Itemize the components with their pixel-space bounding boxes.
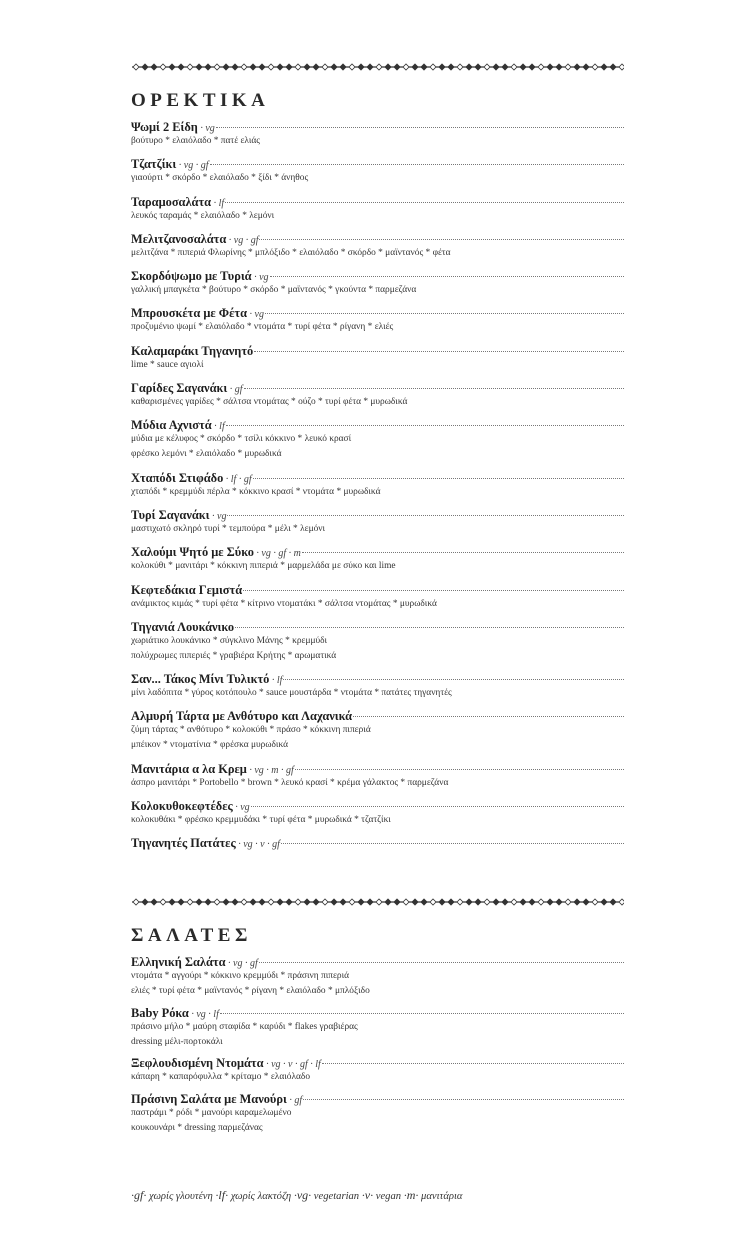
menu-item xyxy=(131,306,624,335)
legend-label: χωρίς γλουτένη xyxy=(149,1191,213,1202)
dish-name: Χαλούμι Ψητό με Σύκο xyxy=(131,545,254,560)
dish-description: πολύχρωμες πιπεριές * γραβιέρα Κρήτης * αρωματικά xyxy=(131,650,337,661)
diet-tags: · vg · lf xyxy=(188,1008,219,1020)
legend-code: ·v· xyxy=(361,1188,374,1202)
dish-description: κάπαρη * καπαρόφυλλα * κρίταμο * ελαιόλαδο xyxy=(131,1072,311,1082)
legend-label: χωρίς λακτόζη xyxy=(230,1191,292,1202)
menu-item-header xyxy=(131,306,624,320)
dotted-leader xyxy=(251,806,624,807)
diet-tags: · vg xyxy=(232,802,250,814)
dish-name: Μύδια Αχνιστά xyxy=(131,418,212,433)
dish-description: βούτυρο * ελαιόλαδο * πατέ ελιάς xyxy=(131,136,260,146)
menu-item xyxy=(131,381,624,410)
menu-item-header xyxy=(131,508,624,522)
menu-item xyxy=(131,836,624,850)
menu-item-header xyxy=(131,672,624,686)
legend-label: vegetarian xyxy=(313,1191,360,1202)
dotted-leader xyxy=(220,1013,624,1014)
dish-description: γαλλική μπαγκέτα * βούτυρο * σκόρδο * μαϊντανός * γκούντα * παρμεζάνα xyxy=(131,285,417,296)
dish-description: κολοκυθάκι * φρέσκο κρεμμυδάκι * τυρί φέτα * μυρωδικά * τζατζίκι xyxy=(131,815,391,826)
dotted-leader xyxy=(265,313,624,314)
dish-name: Τζατζίκι xyxy=(131,157,177,172)
menu-item xyxy=(131,1056,624,1085)
dish-name: Τηγανιά Λουκάνικο xyxy=(131,619,235,634)
dotted-leader xyxy=(259,962,624,963)
diet-tags: · vg · v · gf xyxy=(235,839,280,851)
menu-item-header xyxy=(131,381,624,395)
menu-item-header xyxy=(131,955,624,969)
dietary-legend xyxy=(131,1188,463,1203)
dish-description: φρέσκο λεμόνι * ελαιόλαδο * μυρωδικά xyxy=(131,449,282,460)
dish-description: χταπόδι * κρεμμύδι πέρλα * κόκκινο κρασί * ντομάτα * μυρωδικά xyxy=(131,486,381,497)
dotted-leader xyxy=(259,239,624,240)
menu-item-header xyxy=(131,762,624,776)
menu-item xyxy=(131,709,624,753)
diet-tags: · lf xyxy=(211,197,225,209)
diet-tags: · vg · gf xyxy=(225,958,258,969)
dish-description: ζύμη τάρτας * ανθότυρο * κολοκύθι * πράσο * κόκκινη πιπεριά xyxy=(131,725,371,736)
menu-item xyxy=(131,232,624,261)
diet-tags: · vg xyxy=(247,309,264,321)
diet-tags: · lf xyxy=(269,675,283,687)
dish-name: Κεφτεδάκια Γεμιστά xyxy=(131,582,243,597)
menu-item xyxy=(131,157,624,186)
menu-item-header xyxy=(131,1092,624,1106)
dish-name: Τυρί Σαγανάκι xyxy=(131,507,210,522)
menu-item xyxy=(131,195,624,224)
menu-item-header xyxy=(131,344,624,358)
menu-item-header xyxy=(131,545,624,559)
dish-description: άσπρο μανιτάρι * Portobello * brown * λευκό κρασί * κρέμα γάλακτος * παρμεζάνα xyxy=(131,777,449,788)
menu-item xyxy=(131,545,624,574)
dotted-leader xyxy=(281,843,624,844)
menu-item-header xyxy=(131,836,624,850)
menu-list xyxy=(131,955,624,1142)
dish-name: Μανιτάρια α λα Κρεμ xyxy=(131,761,247,776)
diet-tags: · vg · gf · m xyxy=(253,548,301,560)
menu-item xyxy=(131,1006,624,1050)
dish-description: ελιές * τυρί φέτα * μαϊντανός * ρίγανη * ελαιόλαδο * μπλόξιδο xyxy=(131,986,370,996)
menu-item xyxy=(131,620,624,664)
section-title: ΟΡΕΚΤΙΚΑ xyxy=(131,90,270,111)
dish-name: Σαν... Τάκος Μίνι Τυλικτό xyxy=(131,672,270,687)
dish-name: Μελιτζανοσαλάτα xyxy=(131,231,227,246)
dotted-leader xyxy=(295,769,624,770)
menu-item-header xyxy=(131,1006,624,1020)
diet-tags: · vg xyxy=(197,123,215,134)
menu-item-header xyxy=(131,1056,624,1070)
menu-item xyxy=(131,1092,624,1136)
menu-item-header xyxy=(131,471,624,485)
menu-item-header xyxy=(131,120,624,134)
legend-label: μανιτάρια xyxy=(421,1191,463,1202)
diet-tags: · vg · gf xyxy=(176,160,209,172)
menu-item xyxy=(131,269,624,298)
diet-tags: · gf xyxy=(227,384,243,396)
legend-code: ·gf· xyxy=(131,1188,147,1202)
dish-description: πράσινο μήλο * μαύρη σταφίδα * καρύδι * flakes γραβιέρας xyxy=(131,1021,358,1032)
dish-name: Τηγανητές Πατάτες xyxy=(131,836,236,851)
dish-description: κουκουνάρι * dressing παρμεζάνας xyxy=(131,1122,263,1133)
dish-description: λευκός ταραμάς * ελαιόλαδο * λεμόνι xyxy=(131,210,275,221)
dotted-leader xyxy=(254,351,624,352)
diet-tags: · vg · v · gf · lf xyxy=(263,1059,321,1070)
menu-item xyxy=(131,799,624,828)
dotted-leader xyxy=(283,679,624,680)
dish-description: ανάμικτος κιμάς * τυρί φέτα * κίτρινο ντοματάκι * σάλτσα ντομάτας * μυρωδικά xyxy=(131,598,437,609)
dotted-leader xyxy=(227,515,624,516)
dotted-leader xyxy=(322,1063,624,1064)
dotted-leader xyxy=(216,127,624,128)
dish-description: μαστιχωτό σκληρό τυρί * τεμπούρα * μέλι * λεμόνι xyxy=(131,523,326,534)
menu-item-header xyxy=(131,709,624,723)
ornamental-divider xyxy=(132,63,624,71)
dish-name: Γαρίδες Σαγανάκι xyxy=(131,381,228,396)
dish-name: Καλαμαράκι Τηγανητό xyxy=(131,343,254,358)
diet-tags: · gf xyxy=(286,1094,303,1106)
menu-item-header xyxy=(131,583,624,597)
menu-item xyxy=(131,471,624,500)
dish-description: καθαρισμένες γαρίδες * σάλτσα ντομάτας * ούζο * τυρί φέτα * μυρωδικά xyxy=(131,397,408,408)
dotted-leader xyxy=(225,202,624,203)
dotted-leader xyxy=(303,1099,624,1100)
diet-tags: · vg · m · gf xyxy=(246,764,294,776)
dotted-leader xyxy=(244,388,624,389)
menu-item-header xyxy=(131,195,624,209)
dish-name: Ελληνική Σαλάτα xyxy=(131,955,226,969)
diet-tags: · vg xyxy=(209,510,227,522)
ornamental-divider xyxy=(132,898,624,906)
dish-description: μίνι λαδόπιτα * γύρος κοτόπουλο * sauce μουστάρδα * ντομάτα * πατάτες τηγανητές xyxy=(131,688,452,699)
dish-name: Ταραμοσαλάτα xyxy=(131,194,212,209)
menu-item xyxy=(131,955,624,999)
dish-description: κολοκύθι * μανιτάρι * κόκκινη πιπεριά * μαρμελάδα με σύκο και lime xyxy=(131,561,396,572)
menu-item xyxy=(131,672,624,701)
legend-code: ·lf· xyxy=(215,1188,229,1202)
dish-description: γιαούρτι * σκόρδο * ελαιόλαδο * ξίδι * άνηθος xyxy=(131,173,309,184)
dotted-leader xyxy=(243,590,624,591)
dish-name: Χταπόδι Στιφάδο xyxy=(131,470,224,485)
diet-tags: · vg xyxy=(251,272,269,284)
dotted-leader xyxy=(226,425,624,426)
menu-item xyxy=(131,120,624,149)
menu-item xyxy=(131,508,624,537)
menu-item-header xyxy=(131,269,624,283)
dish-description: dressing μέλι-πορτοκάλι xyxy=(131,1036,223,1047)
dotted-leader xyxy=(302,552,624,553)
dish-name: Μπρουσκέτα με Φέτα xyxy=(131,306,247,321)
dish-name: Αλμυρή Τάρτα με Ανθότυρο και Λαχανικά xyxy=(131,709,353,724)
menu-item-header xyxy=(131,157,624,171)
dotted-leader xyxy=(253,478,624,479)
dish-name: Ξεφλουδισμένη Ντομάτα xyxy=(131,1056,264,1070)
dish-description: προζυμένιο ψωμί * ελαιόλαδο * ντομάτα * τυρί φέτα * ρίγανη * ελιές xyxy=(131,322,394,333)
diet-tags: · lf · gf xyxy=(223,473,252,485)
dotted-leader xyxy=(210,164,625,165)
menu-item xyxy=(131,344,624,373)
menu-item-header xyxy=(131,418,624,432)
legend-code: ·m· xyxy=(403,1188,419,1202)
dish-name: Πράσινη Σαλάτα με Μανούρι xyxy=(131,1091,287,1106)
dish-description: παστράμι * ρόδι * μανούρι καραμελωμένο xyxy=(131,1107,292,1118)
menu-list xyxy=(131,120,624,859)
dish-name: Σκορδόψωμο με Τυριά xyxy=(131,269,252,284)
legend-code: ·vg· xyxy=(293,1188,312,1202)
menu-item-header xyxy=(131,232,624,246)
dish-name: Baby Ρόκα xyxy=(131,1005,189,1020)
dotted-leader xyxy=(353,716,624,717)
dish-name: Ψωμί 2 Είδη xyxy=(131,120,198,134)
dish-description: μελιτζάνα * πιπεριά Φλωρίνης * μπλόξιδο * ελαιόλαδο * σκόρδο * μαϊντανός * φέτα xyxy=(131,247,451,258)
menu-item xyxy=(131,583,624,612)
menu-item-header xyxy=(131,799,624,813)
dotted-leader xyxy=(270,276,624,277)
legend-label: vegan xyxy=(375,1191,402,1202)
dotted-leader xyxy=(235,627,624,628)
dish-description: μύδια με κέλυφος * σκόρδο * τσίλι κόκκινο * λευκό κρασί xyxy=(131,434,352,445)
dish-description: χωριάτικο λουκάνικο * σύγκλινο Μάνης * κρεμμύδι xyxy=(131,635,328,646)
diet-tags: · vg · gf xyxy=(226,234,259,246)
dish-description: lime * sauce αγιολί xyxy=(131,359,204,370)
menu-item-header xyxy=(131,620,624,634)
dish-description: ντομάτα * αγγούρι * κόκκινο κρεμμύδι * πράσινη πιπεριά xyxy=(131,971,350,981)
diet-tags: · lf xyxy=(211,421,225,433)
menu-item xyxy=(131,762,624,791)
menu-item xyxy=(131,418,624,462)
section-title: ΣΑΛΑΤΕΣ xyxy=(131,925,252,946)
dish-name: Κολοκυθοκεφτέδες xyxy=(131,799,233,814)
dish-description: μπέικον * ντοματίνια * φρέσκα μυρωδικά xyxy=(131,740,288,751)
